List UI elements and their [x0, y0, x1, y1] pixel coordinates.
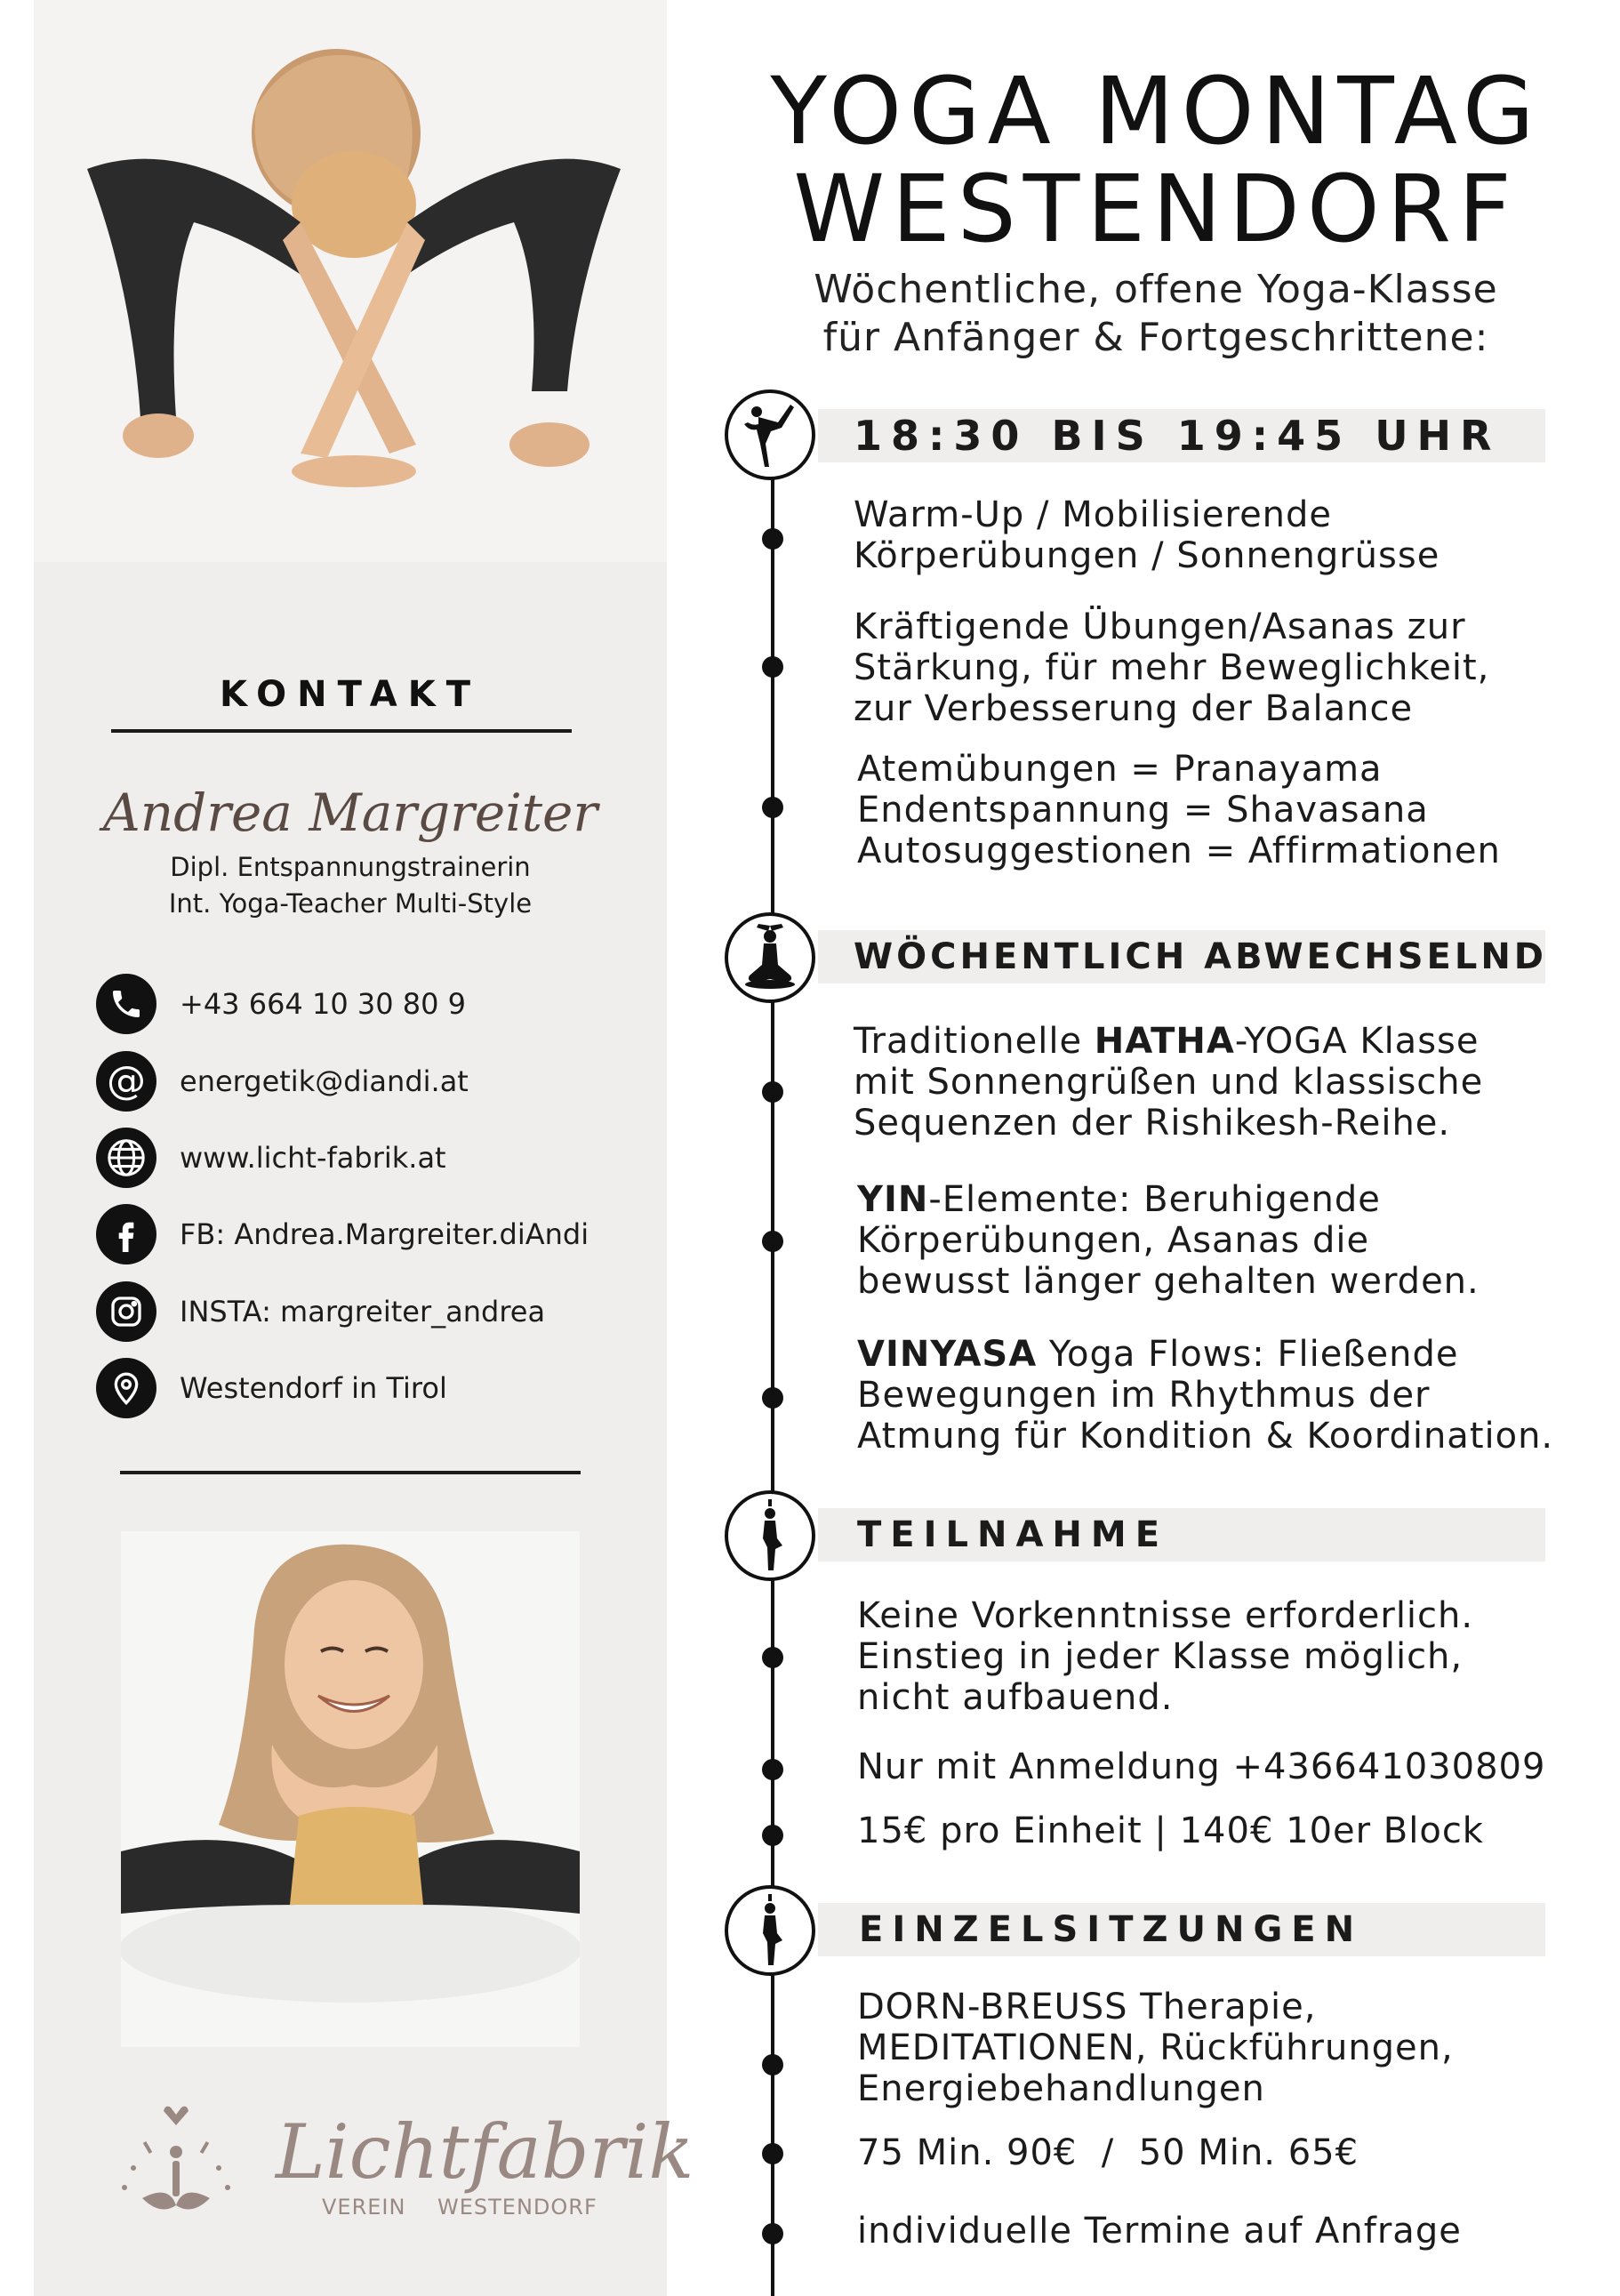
para-line — [857, 1334, 1553, 1375]
contact-phone-text: +43 664 10 30 80 9 — [180, 987, 466, 1021]
contact-role-1: Dipl. Entspannungstrainerin — [170, 852, 531, 882]
at-sign-icon: @ — [96, 1051, 156, 1112]
section-participation-para-1 — [857, 1595, 1473, 1718]
section-sessions-para-1 — [857, 1987, 1454, 2109]
section-participation-bar — [818, 1508, 1545, 1561]
contact-phone[interactable] — [96, 973, 466, 1035]
timeline-dot — [762, 2143, 783, 2164]
section-time-para-3 — [857, 749, 1501, 871]
timeline-dot — [762, 2054, 783, 2075]
tree-pose-icon — [725, 1490, 815, 1581]
para-line: Autosuggestionen = Affirmationen — [857, 831, 1501, 871]
para-line: Nur mit Anmeldung +436641030809 — [857, 1746, 1546, 1787]
portrait-photo — [121, 1531, 580, 2047]
para-line: nicht aufbauend. — [857, 1677, 1174, 1718]
para-line: individuelle Termine auf Anfrage — [857, 2211, 1462, 2252]
lichtfabrik-logo — [107, 2099, 694, 2232]
location-pin-icon — [96, 1358, 156, 1418]
section-participation-para-3 — [857, 1810, 1484, 1851]
para-line: Körperübungen, Asanas die — [857, 1220, 1370, 1261]
main-title-line-2: WESTENDORF — [793, 155, 1519, 263]
section-sessions-para-3 — [857, 2211, 1462, 2252]
section-weekly-para-3 — [857, 1334, 1553, 1457]
para-line: MEDITATIONEN, Rückführungen, — [857, 2027, 1454, 2068]
logo-sub-westendorf: WESTENDORF — [437, 2195, 597, 2220]
para-line: Körperübungen / Sonnengrüsse — [854, 535, 1440, 576]
section-time-label: 18:30 BIS 19:45 UHR — [854, 412, 1501, 460]
para-line: Bewegungen im Rhythmus der — [857, 1375, 1431, 1416]
para-text: -YOGA Klasse — [1234, 1021, 1480, 1062]
timeline-dot — [762, 797, 783, 818]
contact-role-2: Int. Yoga-Teacher Multi-Style — [168, 888, 533, 919]
timeline-dot — [762, 1647, 783, 1668]
contact-facebook[interactable] — [96, 1203, 589, 1265]
contact-email[interactable] — [96, 1050, 469, 1112]
section-weekly-bar — [818, 930, 1548, 983]
para-line: Atmung für Kondition & Koordination. — [857, 1416, 1554, 1457]
timeline-dot — [762, 528, 783, 550]
globe-icon — [96, 1128, 156, 1188]
para-bold: HATHA — [1094, 1021, 1235, 1062]
kontakt-divider-bottom — [120, 1471, 581, 1474]
para-bold: VINYASA — [857, 1334, 1038, 1375]
para-line: mit Sonnengrüßen und klassische — [854, 1062, 1484, 1103]
para-line: Keine Vorkenntnisse erforderlich. — [857, 1595, 1474, 1636]
section-time-para-2 — [854, 606, 1489, 729]
contact-facebook-text: FB: Andrea.Margreiter.diAndi — [180, 1217, 589, 1251]
contact-location-text: Westendorf in Tirol — [180, 1371, 447, 1405]
para-line: 75 Min. 90€ / 50 Min. 65€ — [857, 2132, 1359, 2173]
timeline-dot — [762, 1387, 783, 1409]
contact-website-text: www.licht-fabrik.at — [180, 1141, 446, 1175]
section-weekly-para-1 — [854, 1021, 1483, 1144]
para-bold: YIN — [857, 1179, 929, 1220]
timeline-dot — [762, 2223, 783, 2244]
contact-instagram-text: INSTA: margreiter_andrea — [180, 1295, 546, 1329]
para-line: Kräftigende Übungen/Asanas zur — [854, 606, 1466, 647]
logo-sub-verein: VEREIN — [322, 2195, 406, 2220]
para-text: -Elemente: Beruhigende — [928, 1179, 1381, 1220]
para-line: DORN-BREUSS Therapie, — [857, 1987, 1317, 2027]
logo-wordmark: Lichtfabrik — [276, 2108, 694, 2196]
section-weekly-label: WÖCHENTLICH ABWECHSELND — [854, 936, 1548, 977]
meditation-pose-icon — [725, 912, 815, 1003]
section-sessions-para-2 — [857, 2132, 1359, 2173]
para-line: Sequenzen der Rishikesh-Reihe. — [854, 1103, 1451, 1144]
para-text: Yoga Flows: Fließende — [1037, 1334, 1459, 1375]
main-title-line-1: YOGA MONTAG — [770, 57, 1542, 165]
section-sessions-bar — [818, 1903, 1545, 1956]
kontakt-heading: KONTAKT — [219, 674, 482, 715]
yoga-pose-photo — [34, 0, 667, 562]
instagram-icon — [96, 1281, 156, 1342]
timeline-dot — [762, 1825, 783, 1846]
timeline-dot — [762, 1759, 783, 1780]
contact-email-text: energetik@diandi.at — [180, 1064, 469, 1098]
subtitle-line-2: für Anfänger & Fortgeschrittene: — [822, 315, 1489, 360]
para-line: Energiebehandlungen — [857, 2068, 1265, 2109]
section-participation-para-2 — [857, 1746, 1545, 1787]
tree-pose-icon — [725, 1885, 815, 1976]
subtitle-line-1: Wöchentliche, offene Yoga-Klasse — [814, 267, 1498, 312]
para-line — [854, 1021, 1483, 1062]
facebook-icon — [96, 1204, 156, 1264]
timeline-dot — [762, 656, 783, 678]
para-line: 15€ pro Einheit | 140€ 10er Block — [857, 1810, 1484, 1851]
contact-name: Andrea Margreiter — [102, 783, 598, 843]
para-line: Atemübungen = Pranayama — [857, 749, 1383, 790]
para-line: Endentspannung = Shavasana — [857, 790, 1429, 831]
para-text: Traditionelle — [854, 1021, 1095, 1062]
para-line: Stärkung, für mehr Beweglichkeit, — [854, 647, 1490, 688]
para-line: zur Verbesserung der Balance — [854, 688, 1414, 729]
para-line: bewusst länger gehalten werden. — [857, 1261, 1480, 1302]
kontakt-divider-top — [111, 729, 572, 733]
para-line — [857, 1179, 1480, 1220]
para-line: Warm-Up / Mobilisierende — [854, 494, 1333, 535]
dancer-pose-icon — [725, 389, 815, 480]
section-participation-label: TEILNAHME — [857, 1514, 1169, 1555]
contact-website[interactable] — [96, 1127, 446, 1189]
contact-instagram[interactable] — [96, 1280, 545, 1343]
phone-icon — [96, 974, 156, 1034]
section-time-para-1 — [854, 494, 1440, 576]
section-weekly-para-2 — [857, 1179, 1480, 1302]
para-line: Einstieg in jeder Klasse möglich, — [857, 1636, 1464, 1677]
timeline-dot — [762, 1231, 783, 1252]
timeline-dot — [762, 1081, 783, 1103]
section-sessions-label: EINZELSITZUNGEN — [859, 1909, 1364, 1950]
section-time-bar — [818, 409, 1545, 462]
timeline-line — [771, 436, 774, 2296]
contact-location[interactable] — [96, 1357, 447, 1419]
